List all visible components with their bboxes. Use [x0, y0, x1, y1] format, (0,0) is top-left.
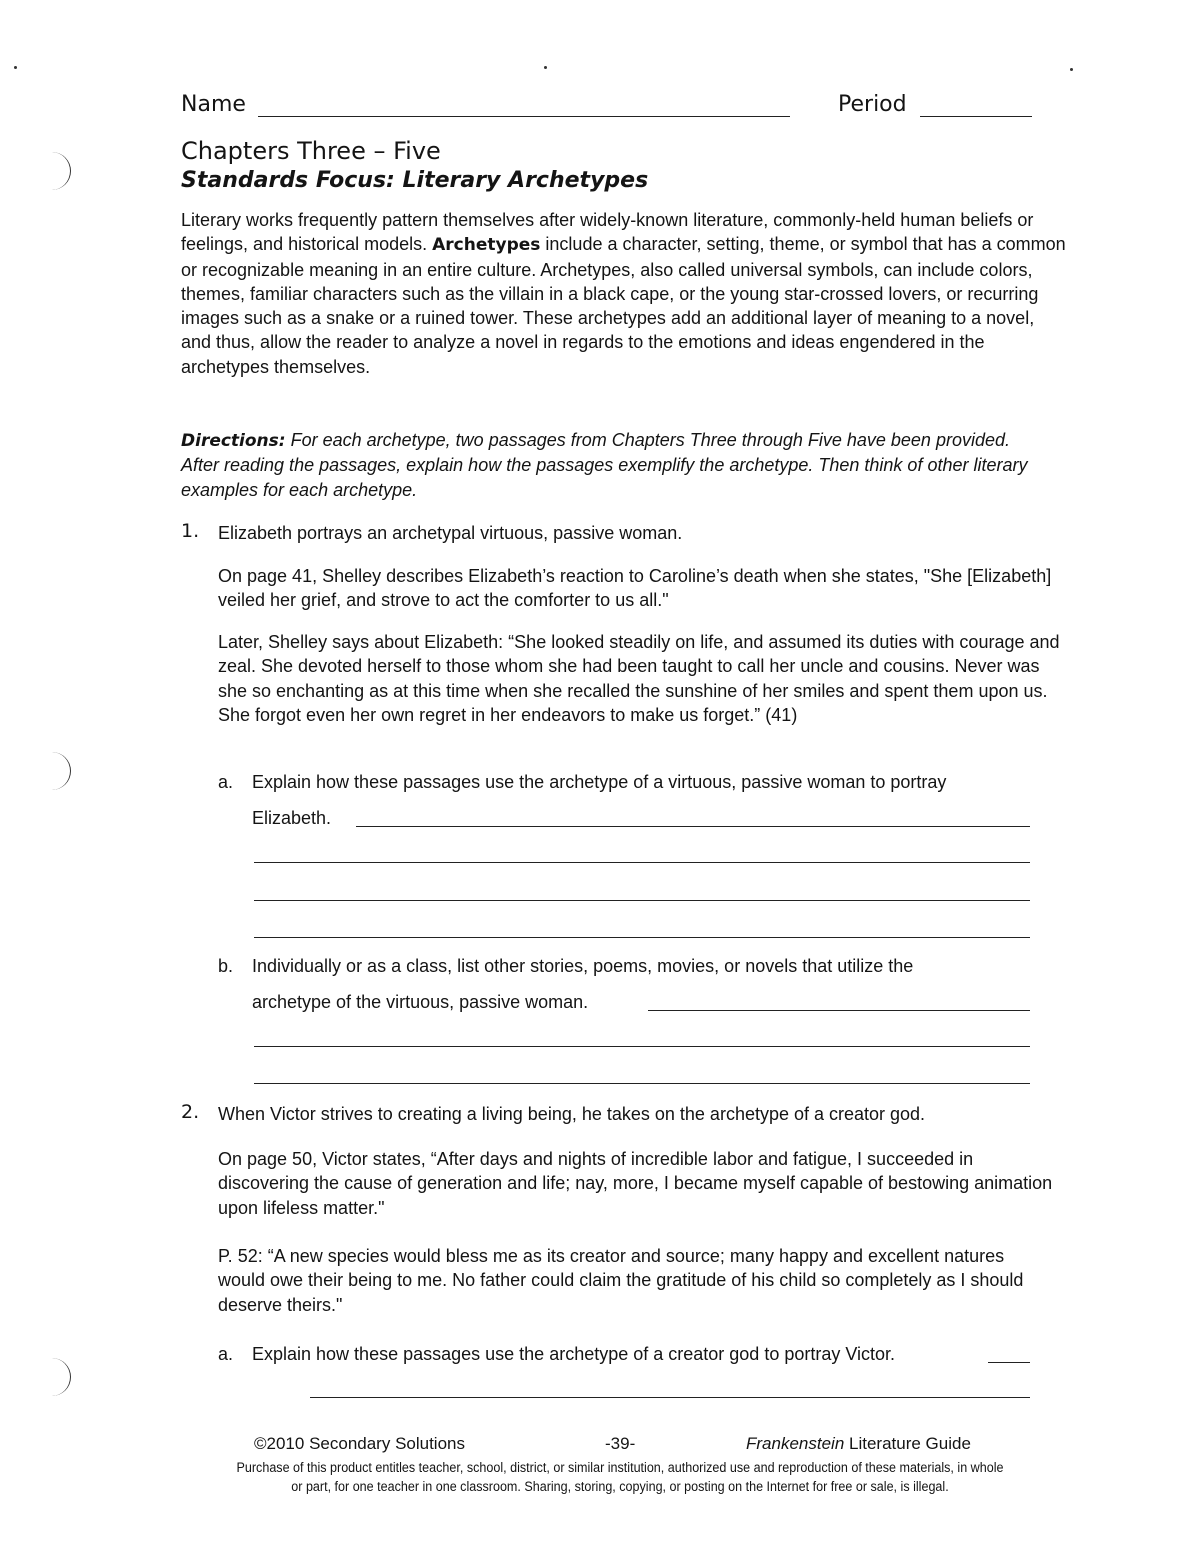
name-label: Name [181, 92, 246, 117]
hole-punch-mark-top [48, 152, 71, 190]
q1-passage-2: Later, Shelley says about Elizabeth: “She looked steadily on life, and assumed its duties with courage and zeal. She devoted herself to those whom she had been taught to call her uncle and cousins. Never was she so enchanting as at this time when she recalled the sunshine of her smiles and spent them upon us. She forgot even her own regret in her endeavors to make us forget.” (41) [218, 632, 1060, 725]
q2a-letter: a. [218, 1344, 234, 1364]
intro-text-part1: Literary works frequently pattern themselves after widely-known literature, commonly-held human beliefs or feelings, and historical models. [181, 210, 1034, 255]
q1a-answer-line-1[interactable] [356, 826, 1030, 827]
q2a-answer-line-1[interactable] [988, 1362, 1030, 1363]
page-title: Chapters Three – Five [181, 137, 441, 165]
q1b-answer-line-1[interactable] [648, 1010, 1030, 1011]
intro-paragraph [181, 208, 1066, 379]
page-subtitle: Standards Focus: Literary Archetypes [181, 168, 649, 193]
hole-punch-mark-middle [48, 752, 71, 790]
q1a-text-line2: Elizabeth. [252, 808, 332, 828]
footer-guide-title-rest: Literature Guide [844, 1434, 971, 1453]
q2a-answer-line-2[interactable] [310, 1397, 1030, 1398]
q2-prompt: When Victor strives to creating a living being, he takes on the archetype of a creator god. [218, 1104, 926, 1124]
directions-label: Directions: [181, 431, 286, 451]
directions-paragraph [181, 428, 1051, 502]
q1-number: 1. [181, 520, 200, 542]
scan-speck [14, 66, 17, 69]
footer-copyright: ©2010 Secondary Solutions [254, 1434, 465, 1453]
q1b-answer-line-2[interactable] [254, 1046, 1030, 1047]
period-blank[interactable] [920, 116, 1032, 117]
q1a-answer-line-3[interactable] [254, 900, 1030, 901]
q1a-answer-line-4[interactable] [254, 937, 1030, 938]
q1a-text-line1: Explain how these passages use the archetype of a virtuous, passive woman to portray [252, 772, 947, 792]
q2-passage-2: P. 52: “A new species would bless me as its creator and source; many happy and excellent natures would owe their being to me. No father could claim the gratitude of his child so completely as I should deserve theirs." [218, 1246, 1024, 1315]
q2-number: 2. [181, 1101, 200, 1123]
q1b-text-line1: Individually or as a class, list other stories, poems, movies, or novels that utilize the [252, 956, 914, 976]
q1b-letter: b. [218, 956, 234, 976]
footer-guide-title [746, 1434, 971, 1454]
period-label: Period [838, 92, 907, 117]
footer-legal-line-1: Purchase of this product entitles teacher, school, district, or similar institution, authorized use and reproduction of these materials, in whole [236, 1460, 1004, 1475]
q1a-letter: a. [218, 772, 234, 792]
intro-keyword: Archetypes [432, 235, 541, 256]
footer-guide-title-italic: Frankenstein [746, 1434, 845, 1453]
footer-page-number: -39- [605, 1434, 636, 1453]
intro-text-part2: include a character, setting, theme, or symbol that has a common or recognizable meaning in an entire culture. Archetypes, also called universal symbols, can include colors, themes, familiar characters such as the villain in a black cape, or the young star-crossed lovers, or recurring images such as a snake or a ruined tower. These archetypes add an additional layer of meaning to a novel, and thus, allow the reader to analyze a novel in regards to the emotions and ideas engendered in the archetypes themselves. [181, 234, 1066, 377]
directions-text: For each archetype, two passages from Chapters Three through Five have been provided. After reading the passages, explain how the passages exemplify the archetype. Then think of other literary examples for each archetype. [181, 430, 1028, 500]
q1b-answer-line-3[interactable] [254, 1083, 1030, 1084]
q1b-text-line2: archetype of the virtuous, passive woman. [252, 992, 589, 1012]
q1a-answer-line-2[interactable] [254, 862, 1030, 863]
hole-punch-mark-bottom [48, 1358, 71, 1396]
scan-speck [544, 66, 547, 69]
q2a-text: Explain how these passages use the archetype of a creator god to portray Victor. [252, 1344, 896, 1364]
footer-legal-line-2: or part, for one teacher in one classroom. Sharing, storing, copying, or posting on the Internet for free or sale, is illegal. [291, 1479, 949, 1494]
q1-passage-1: On page 41, Shelley describes Elizabeth’s reaction to Caroline’s death when she states, "She [Elizabeth] veiled her grief, and strove to act the comforter to us all." [218, 566, 1052, 611]
q1-prompt: Elizabeth portrays an archetypal virtuous, passive woman. [218, 523, 683, 543]
name-blank[interactable] [258, 116, 790, 117]
q2-passage-1: On page 50, Victor states, “After days and nights of incredible labor and fatigue, I succeeded in discovering the cause of generation and life; nay, more, I became myself capable of bestowing animation upon lifeless matter." [218, 1149, 1053, 1218]
scan-speck [1070, 68, 1073, 71]
